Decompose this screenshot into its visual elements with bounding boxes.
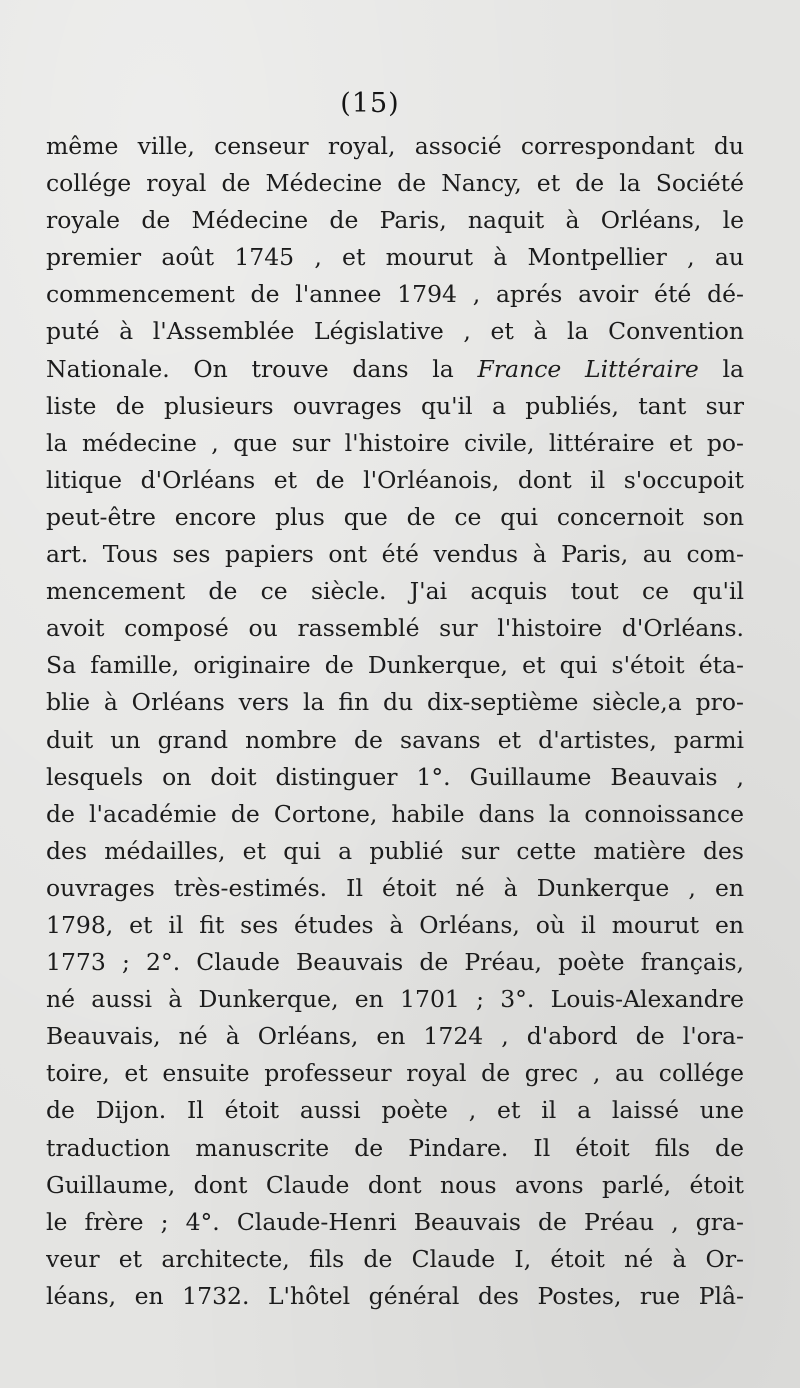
text-line: commencement de l'annee 1794 , aprés avoir été dé-: [46, 280, 744, 309]
text-line: duit un grand nombre de savans et d'artistes, parmi: [46, 725, 744, 754]
text-line: même ville, censeur royal, associé correspondant du: [46, 132, 744, 160]
text-line: veur et architecte, fils de Claude I, étoit né à Or-: [46, 1244, 744, 1273]
text-line: Sa famille, originaire de Dunkerque, et qui s'étoit éta-: [46, 651, 744, 680]
text-line: de l'académie de Cortone, habile dans la connoissance: [46, 799, 744, 828]
text-line: de Dijon. Il étoit aussi poète , et il a laissé une: [46, 1096, 744, 1125]
text-line: collége royal de Médecine de Nancy, et de la Société: [46, 169, 744, 198]
text-line: des médailles, et qui a publié sur cette matière des: [46, 836, 744, 865]
page-number: (15): [340, 88, 400, 119]
text-line: né aussi à Dunkerque, en 1701 ; 3°. Louis-Alexandre: [46, 985, 744, 1014]
text-line: blie à Orléans vers la fin du dix-septième siècle,a pro-: [46, 688, 744, 717]
text-line: art. Tous ses papiers ont été vendus à Paris, au com-: [46, 540, 744, 569]
text-line: 1798, et il fit ses études à Orléans, où il mourut en: [46, 910, 744, 939]
text-line: le frère ; 4°. Claude-Henri Beauvais de Préau , gra-: [46, 1207, 744, 1236]
text-line: peut-être encore plus que de ce qui concernoit son: [46, 502, 744, 531]
text-line: liste de plusieurs ouvrages qu'il a publiés, tant sur: [46, 391, 744, 420]
text-segment: Nationale. On trouve dans la: [46, 354, 478, 383]
text-line: ouvrages très-estimés. Il étoit né à Dunkerque , en: [46, 873, 744, 902]
text-line: premier août 1745 , et mourut à Montpellier , au: [46, 243, 744, 272]
text-line: mencement de ce siècle. J'ai acquis tout ce qu'il: [46, 577, 744, 606]
body-text: [46, 128, 744, 1315]
italic-title: France Littéraire: [477, 354, 699, 383]
text-line: la médecine , que sur l'histoire civile, littéraire et po-: [46, 428, 744, 457]
text-line: Guillaume, dont Claude dont nous avons parlé, étoit: [46, 1170, 744, 1199]
text-line: avoit composé ou rassemblé sur l'histoire d'Orléans.: [46, 614, 744, 643]
text-line: toire, et ensuite professeur royal de grec , au collége: [46, 1059, 744, 1088]
text-line: traduction manuscrite de Pindare. Il étoit fils de: [46, 1133, 744, 1162]
text-line: [46, 351, 744, 388]
text-line: Beauvais, né à Orléans, en 1724 , d'abord de l'ora-: [46, 1022, 744, 1051]
text-line: litique d'Orléans et de l'Orléanois, dont il s'occupoit: [46, 465, 744, 494]
text-line: léans, en 1732. L'hôtel général des Postes, rue Plâ-: [46, 1281, 744, 1310]
text-line: royale de Médecine de Paris, naquit à Orléans, le: [46, 206, 744, 235]
text-line: 1773 ; 2°. Claude Beauvais de Préau, poète français,: [46, 948, 744, 977]
text-segment: la: [698, 354, 744, 383]
text-line: puté à l'Assemblée Législative , et à la Convention: [46, 317, 744, 346]
text-line: lesquels on doit distinguer 1°. Guillaume Beauvais ,: [46, 762, 744, 791]
